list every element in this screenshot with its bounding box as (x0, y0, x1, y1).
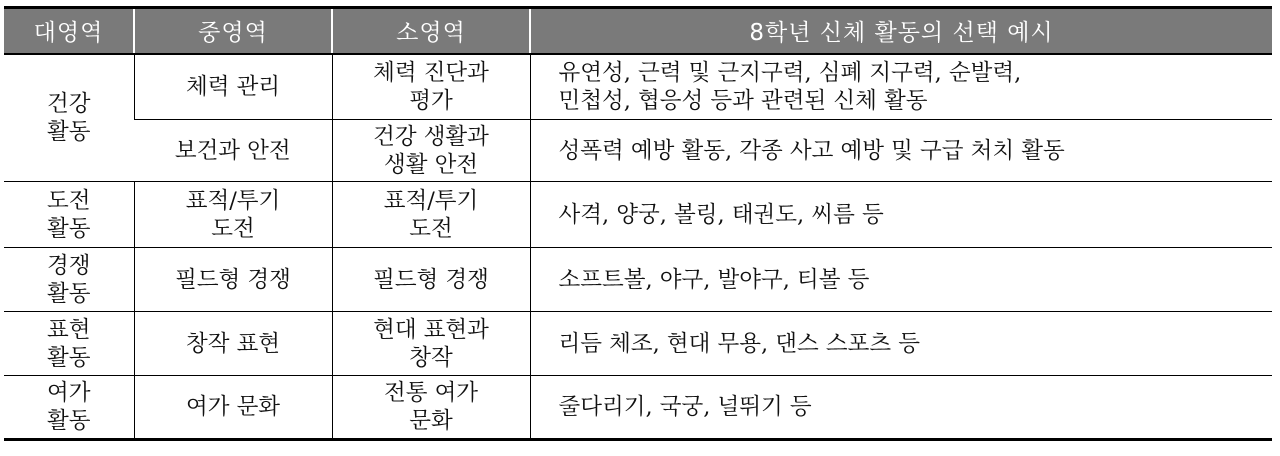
header-major: 대영역 (4, 8, 134, 54)
examples-cell (530, 376, 1272, 440)
major-area-cell (4, 376, 134, 440)
middle-area-text: 창작 표현 (185, 330, 281, 357)
middle-area-text: 도전 (211, 215, 255, 242)
header-minor: 소영역 (332, 8, 530, 54)
examples-text: 리듬 체조, 현대 무용, 댄스 스포츠 등 (558, 330, 921, 357)
examples-text: 성폭력 예방 활동, 각종 사고 예방 및 구급 처치 활동 (558, 137, 1065, 164)
minor-area-cell (332, 248, 530, 312)
table-row (4, 120, 1272, 182)
activity-table (4, 6, 1272, 441)
middle-area-text: 필드형 경쟁 (175, 266, 291, 293)
table-row (4, 182, 1272, 248)
major-area-cell (4, 248, 134, 312)
major-area-text: 활동 (47, 215, 91, 242)
middle-area-text: 체력 관리 (185, 73, 281, 100)
examples-cell (530, 182, 1272, 248)
major-area-text: 표현 (47, 316, 91, 343)
minor-area-text: 창작 (409, 344, 453, 371)
middle-area-cell (134, 182, 332, 248)
major-area-text: 활동 (47, 118, 91, 145)
major-area-text: 활동 (47, 344, 91, 371)
middle-area-text: 여가 문화 (185, 394, 281, 420)
header-middle: 중영역 (134, 8, 332, 54)
minor-area-text: 필드형 경쟁 (373, 266, 489, 293)
header-row (4, 8, 1272, 54)
examples-cell (530, 248, 1272, 312)
minor-area-cell (332, 120, 530, 182)
minor-area-text: 도전 (409, 215, 453, 242)
major-area-text: 활동 (47, 408, 91, 434)
minor-area-text: 건강 생활과 (373, 123, 489, 150)
table-row (4, 312, 1272, 376)
table-row (4, 376, 1272, 440)
major-area-cell (4, 312, 134, 376)
major-area-cell (4, 54, 134, 182)
examples-text: 민첩성, 협응성 등과 관련된 신체 활동 (558, 87, 928, 114)
major-area-text: 도전 (47, 187, 91, 214)
minor-area-text: 생활 안전 (383, 151, 479, 178)
middle-area-cell (134, 120, 332, 182)
minor-area-cell (332, 376, 530, 440)
examples-text: 사격, 양궁, 볼링, 태권도, 씨름 등 (558, 201, 884, 228)
major-area-text: 여가 (47, 380, 91, 406)
middle-area-text: 표적/투기 (185, 187, 281, 214)
examples-cell (530, 120, 1272, 182)
minor-area-text: 현대 표현과 (373, 316, 489, 343)
minor-area-cell (332, 182, 530, 248)
examples-text: 줄다리기, 국궁, 널뛰기 등 (558, 394, 812, 420)
middle-area-cell (134, 54, 332, 120)
minor-area-text: 전통 여가 (383, 380, 479, 406)
major-area-cell (4, 182, 134, 248)
examples-text: 소프트볼, 야구, 발야구, 티볼 등 (558, 266, 870, 293)
middle-area-text: 보건과 안전 (174, 137, 291, 164)
table-row (4, 248, 1272, 312)
minor-area-text: 문화 (409, 408, 453, 434)
minor-area-text: 평가 (409, 87, 453, 114)
minor-area-cell (332, 312, 530, 376)
major-area-text: 경쟁 (47, 252, 91, 279)
header-examples: 8학년 신체 활동의 선택 예시 (530, 8, 1272, 54)
minor-area-text: 표적/투기 (383, 187, 479, 214)
middle-area-cell (134, 248, 332, 312)
major-area-text: 건강 (47, 90, 91, 117)
major-area-text: 활동 (47, 280, 91, 307)
examples-text: 유연성, 근력 및 근지구력, 심폐 지구력, 순발력, (558, 59, 1022, 86)
table-row (4, 54, 1272, 120)
minor-area-text: 체력 진단과 (373, 59, 489, 86)
examples-cell (530, 54, 1272, 120)
middle-area-cell (134, 312, 332, 376)
middle-area-cell (134, 376, 332, 440)
examples-cell (530, 312, 1272, 376)
minor-area-cell (332, 54, 530, 120)
